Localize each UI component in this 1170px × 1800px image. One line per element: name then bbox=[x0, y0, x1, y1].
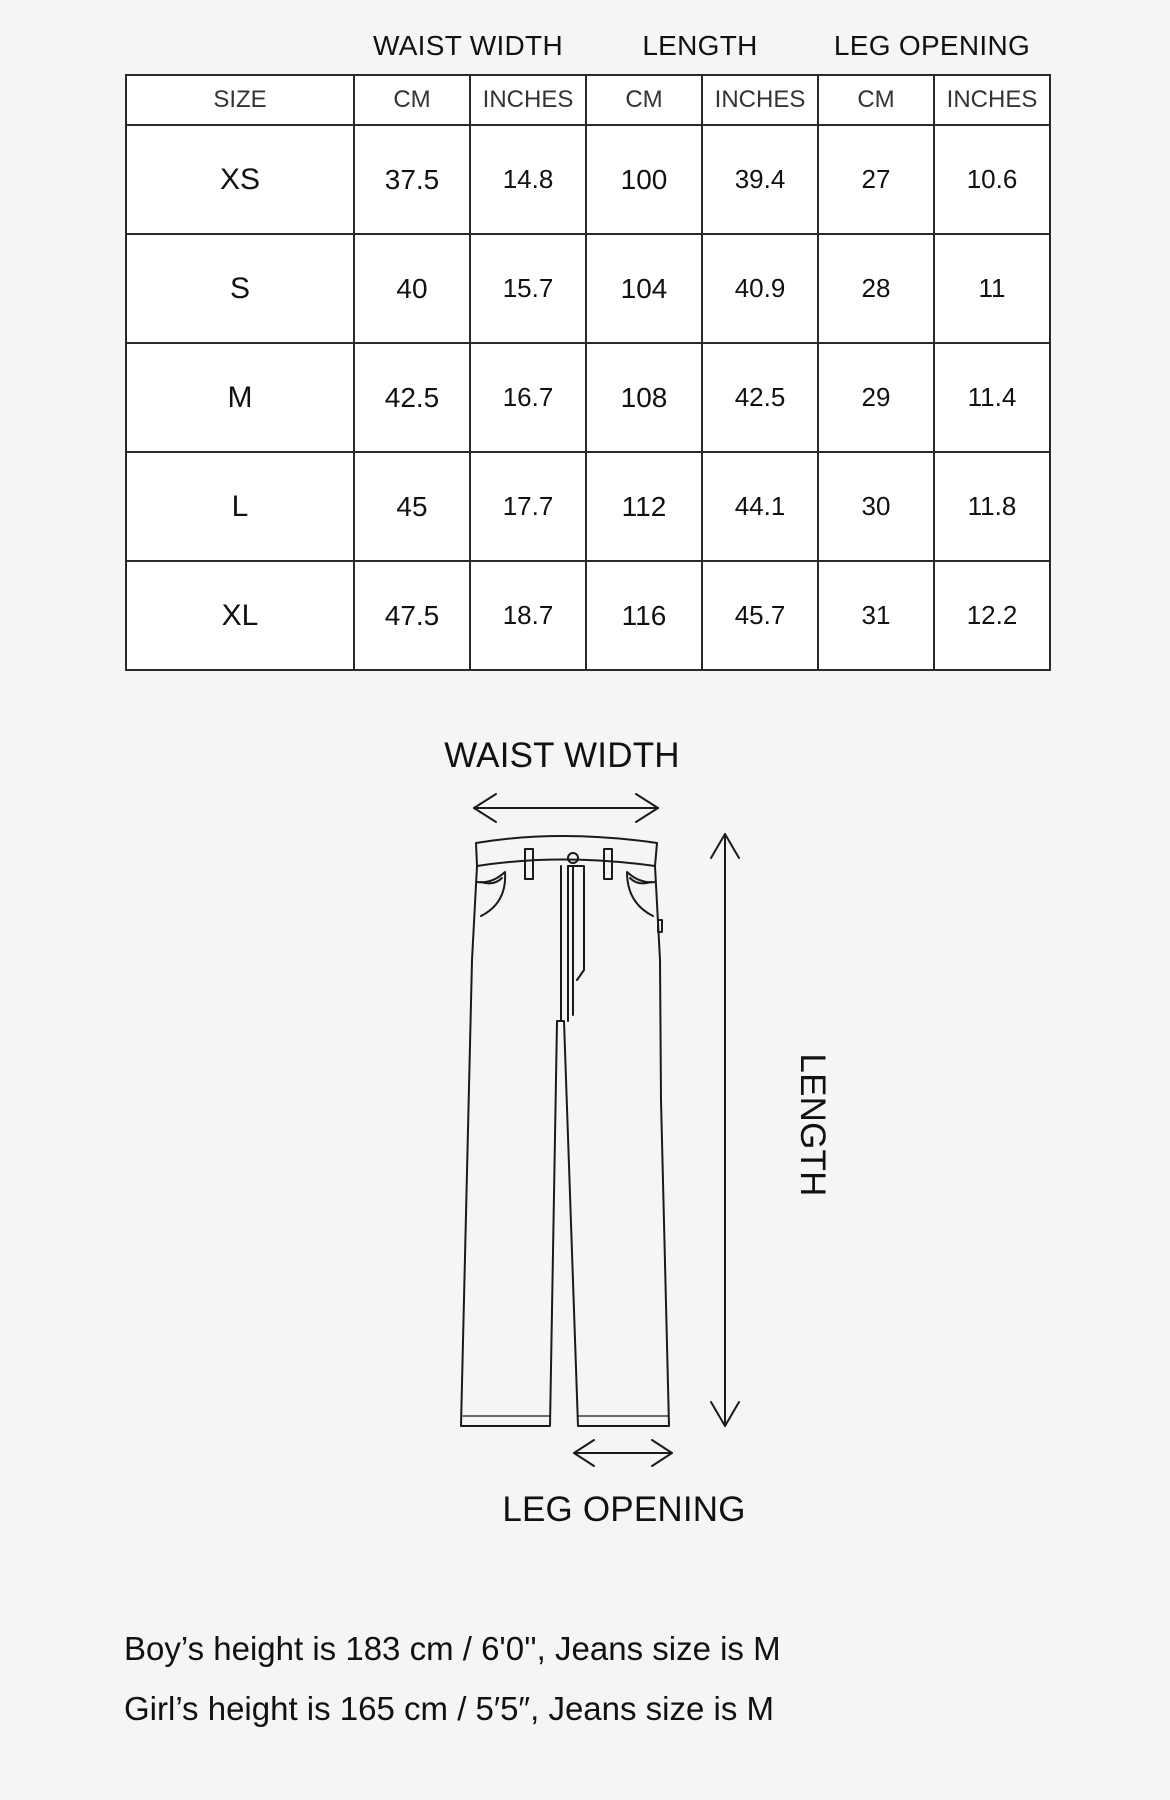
column-header-waist-inches: INCHES bbox=[470, 75, 586, 125]
column-header-length-inches: INCHES bbox=[702, 75, 818, 125]
length-inches-cell: 45.7 bbox=[702, 561, 818, 670]
waist-inches-cell: 16.7 bbox=[470, 343, 586, 452]
length-arrow bbox=[711, 834, 739, 1426]
waist-cm-cell: 42.5 bbox=[354, 343, 470, 452]
length-inches-cell: 40.9 bbox=[702, 234, 818, 343]
length-cm-cell: 100 bbox=[586, 125, 702, 234]
waist-inches-cell: 17.7 bbox=[470, 452, 586, 561]
column-header-waist-cm: CM bbox=[354, 75, 470, 125]
diagram-length-label: LENGTH bbox=[793, 1053, 832, 1197]
column-header-leg-cm: CM bbox=[818, 75, 934, 125]
leg-opening-arrow bbox=[574, 1440, 672, 1466]
leg-inches-cell: 11 bbox=[934, 234, 1050, 343]
waist-cm-cell: 45 bbox=[354, 452, 470, 561]
size-cell: XL bbox=[126, 561, 354, 670]
length-cm-cell: 116 bbox=[586, 561, 702, 670]
waist-cm-cell: 40 bbox=[354, 234, 470, 343]
length-inches-cell: 44.1 bbox=[702, 452, 818, 561]
leg-inches-cell: 12.2 bbox=[934, 561, 1050, 670]
leg-cm-cell: 29 bbox=[818, 343, 934, 452]
group-header-leg-opening: LEG OPENING bbox=[833, 30, 1031, 61]
leg-cm-cell: 28 bbox=[818, 234, 934, 343]
leg-cm-cell: 27 bbox=[818, 125, 934, 234]
length-cm-cell: 104 bbox=[586, 234, 702, 343]
size-cell: XS bbox=[126, 125, 354, 234]
note-girl-height: Girl’s height is 165 cm / 5′5″, Jeans size is M bbox=[124, 1690, 775, 1727]
size-cell: S bbox=[126, 234, 354, 343]
diagram-leg-opening-label: LEG OPENING bbox=[502, 1490, 746, 1529]
column-header-size: SIZE bbox=[126, 75, 354, 125]
waist-inches-cell: 18.7 bbox=[470, 561, 586, 670]
length-inches-cell: 42.5 bbox=[702, 343, 818, 452]
leg-inches-cell: 11.4 bbox=[934, 343, 1050, 452]
column-header-leg-inches: INCHES bbox=[934, 75, 1050, 125]
waist-width-arrow bbox=[474, 794, 658, 822]
group-header-length: LENGTH bbox=[642, 30, 758, 61]
length-cm-cell: 112 bbox=[586, 452, 702, 561]
waist-cm-cell: 37.5 bbox=[354, 125, 470, 234]
leg-cm-cell: 30 bbox=[818, 452, 934, 561]
diagram-waist-width-label: WAIST WIDTH bbox=[444, 736, 680, 775]
waist-inches-cell: 14.8 bbox=[470, 125, 586, 234]
leg-cm-cell: 31 bbox=[818, 561, 934, 670]
length-inches-cell: 39.4 bbox=[702, 125, 818, 234]
leg-inches-cell: 11.8 bbox=[934, 452, 1050, 561]
note-boy-height: Boy’s height is 183 cm / 6'0'', Jeans size is M bbox=[124, 1630, 781, 1667]
waist-inches-cell: 15.7 bbox=[470, 234, 586, 343]
waist-cm-cell: 47.5 bbox=[354, 561, 470, 670]
size-cell: M bbox=[126, 343, 354, 452]
leg-inches-cell: 10.6 bbox=[934, 125, 1050, 234]
group-header-waist-width: WAIST WIDTH bbox=[373, 30, 563, 61]
column-header-length-cm: CM bbox=[586, 75, 702, 125]
length-cm-cell: 108 bbox=[586, 343, 702, 452]
size-cell: L bbox=[126, 452, 354, 561]
